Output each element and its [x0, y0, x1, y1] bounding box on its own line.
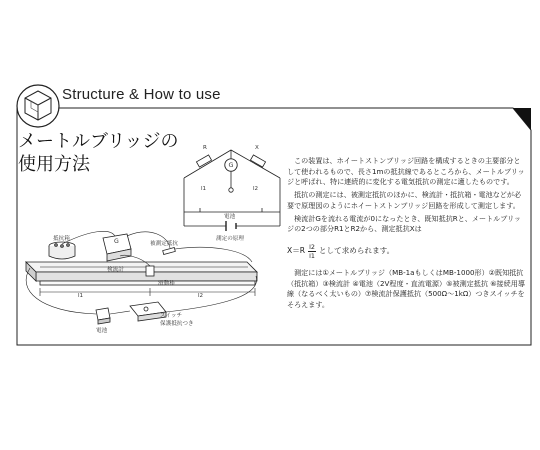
cube-emblem-icon [17, 85, 59, 127]
schematic-label-l1: l1 [201, 186, 207, 192]
formula-fraction [308, 243, 316, 260]
schematic-label-battery: 電池 [224, 214, 236, 220]
body-text [287, 156, 527, 313]
page-title-line-2: 使用方法 [18, 154, 90, 175]
label-contact: 滑動棒 [158, 281, 175, 287]
schematic-caption: 測定の原理 [216, 236, 244, 242]
paragraph-intro: この装置は、ホイートストンブリッジ回路を構成するときの主要部分として使われるもので、長さ1mの抵抗線であるところから、メートルブリッジと呼ばれ、特に連続的に変化する電気抵抗の測定に適したものです。 [287, 156, 525, 187]
schematic-label-r: R [203, 145, 207, 151]
schematic-label-x: X [255, 145, 259, 151]
label-unknown-resistor: 被測定抵抗 [150, 241, 178, 247]
formula-lhs: X＝R [287, 246, 306, 256]
section-heading: Structure & How to use [62, 86, 221, 103]
paragraph-condition: 検流計Gを流れる電流が0になったとき、既知抵抗Rと、メートルブリッジの2つの部分R1とR2から、測定抵抗Xは [287, 213, 521, 234]
resistor-r-symbol [196, 155, 211, 167]
label-battery: 電池 [96, 328, 108, 334]
page-title-line-1: メートルブリッジの [18, 131, 179, 152]
meter-bridge-apparatus [26, 231, 257, 324]
label-resistance-box: 抵抗箱 [53, 236, 70, 242]
label-switch-protection: 保護抵抗つき [160, 321, 194, 327]
paragraph-measurement: 抵抗の測定には、被測定抵抗のほかに、検流計・抵抗箱・電池などが必要で原理図のようにホイートストンブリッジ回路を形成して測定します。 [287, 190, 522, 210]
bridge-formula [287, 243, 527, 260]
label-switch: スイッチ [160, 313, 183, 319]
schematic-label-g: G [228, 161, 234, 169]
formula-rhs: として求められます。 [318, 246, 395, 256]
label-length-l2: l2 [198, 293, 204, 299]
formula-numerator: l2 [309, 242, 315, 251]
label-galvanometer-g: G [114, 238, 119, 245]
label-galvanometer: 検流計 [107, 267, 124, 273]
paragraph-equipment: 測定には①メートルブリッジ（MB-1aもしくはMB-1000形）②既知抵抗（抵抗箱）③検流計 ④電池（2V程度・直流電源）⑤被測定抵抗 ⑥接続用導線（なるべく太いもの）⑦検流計保護抵抗（500Ω〜1kΩ）つきスイッチをそろえます。 [287, 267, 525, 310]
page-title [18, 130, 179, 176]
formula-denominator: l1 [309, 251, 315, 260]
schematic-label-l2: l2 [253, 186, 259, 192]
label-length-l1: l1 [78, 293, 84, 299]
